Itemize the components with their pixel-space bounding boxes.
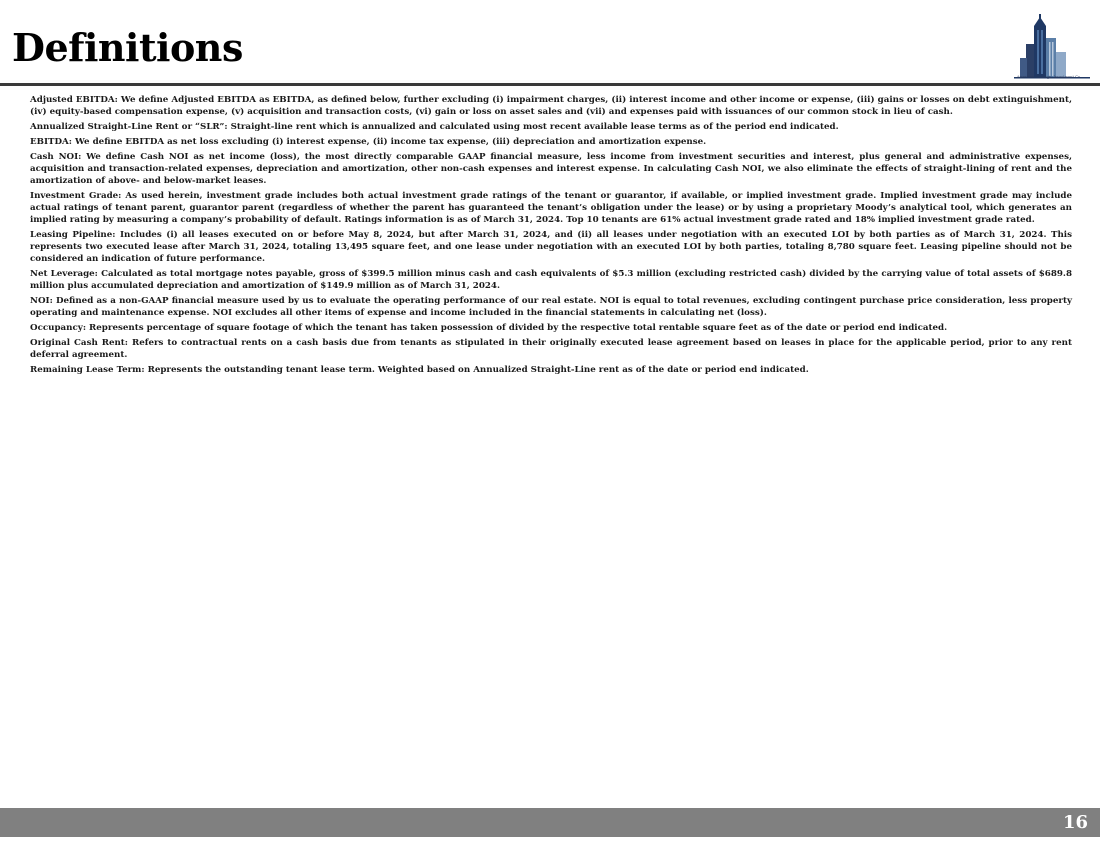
definition-ebitda: EBITDA: We define EBITDA as net loss excluding (i) interest expense, (ii) income tax expense, (iii) depreciation and amortization expense.	[30, 137, 707, 147]
company-logo	[1006, 14, 1092, 82]
page-title: Definitions	[12, 25, 243, 70]
definitions-list	[30, 94, 1072, 379]
header-divider	[0, 83, 1100, 86]
building-skyline-icon	[1006, 14, 1092, 82]
definition-net-leverage: Net Leverage: Calculated as total mortgage notes payable, gross of $399.5 million minus cash and cash equivalents of $5.3 million (excluding restricted cash) divided by the carrying value of total assets of $689.8 million plus accumulated depreciation and amortization of $149.9 million as of March 31, 2024.	[30, 269, 1072, 291]
definition-original-cash-rent: Original Cash Rent: Refers to contractual rents on a cash basis due from tenants as stipulated in their originally executed lease agreement based on leases in place for the applicable period, prior to any rent deferral agreement.	[30, 338, 1072, 360]
definition-remaining-lease-term: Remaining Lease Term: Represents the outstanding tenant lease term. Weighted based on Annualized Straight-Line rent as of the date or period end indicated.	[30, 365, 809, 375]
definition-occupancy: Occupancy: Represents percentage of square footage of which the tenant has taken possession of divided by the respective total rentable square feet as of the date or period end indicated.	[30, 323, 948, 333]
definition-adjusted-ebitda: Adjusted EBITDA: We define Adjusted EBITDA as EBITDA, as defined below, further excluding (i) impairment charges, (ii) interest income and other income or expense, (iii) gains or losses on debt extinguishment, (iv) equity-based compensation expense, (v) acquisition and transaction costs, (vi) gain or loss on asset sales and (vii) and expenses paid with issuances of our common stock in lieu of cash.	[30, 95, 1072, 117]
definition-cash-noi: Cash NOI: We define Cash NOI as net income (loss), the most directly comparable GAAP financial measure, less income from investment securities and interest, plus general and administrative expenses, acquisition and transaction-related expenses, depreciation and amortization, other non-cash expenses and interest expense. In calculating Cash NOI, we also eliminate the effects of straight-lining of rent and the amortization of above- and below-market leases.	[30, 152, 1072, 186]
logo-caption: American Strategic Investment Co.	[1016, 75, 1082, 79]
definition-annualized-slr: Annualized Straight-Line Rent or “SLR”: Straight-line rent which is annualized and calculated using most recent available lease terms as of the period end indicated.	[30, 122, 839, 132]
footer-bar	[0, 808, 1100, 837]
definition-leasing-pipeline: Leasing Pipeline: Includes (i) all leases executed on or before May 8, 2024, but after March 31, 2024, and (ii) all leases under negotiation with an executed LOI by both parties as of March 31, 2024. This represents two executed lease after March 31, 2024, totaling 13,495 square feet, and one lease under negotiation with an executed LOI by both parties, totaling 8,780 square feet. Leasing pipeline should not be considered an indication of future performance.	[30, 230, 1072, 264]
page-number: 16	[1062, 812, 1088, 833]
definition-noi: NOI: Defined as a non-GAAP financial measure used by us to evaluate the operating performance of our real estate. NOI is equal to total revenues, excluding contingent purchase price consideration, less property operating and maintenance expense. NOI excludes all other items of expense and income included in the financial statements in calculating net (loss).	[30, 296, 1072, 318]
definition-investment-grade: Investment Grade: As used herein, investment grade includes both actual investment grade ratings of the tenant or guarantor, if available, or implied investment grade. Implied investment grade may include actual ratings of tenant parent, guarantor parent (regardless of whether the parent has guaranteed the tenant’s obligation under the lease) or by using a proprietary Moody’s analytical tool, which generates an implied rating by measuring a company’s probability of default. Ratings information is as of March 31, 2024. Top 10 tenants are 61% actual investment grade rated and 18% implied investment grade rated.	[30, 191, 1072, 225]
